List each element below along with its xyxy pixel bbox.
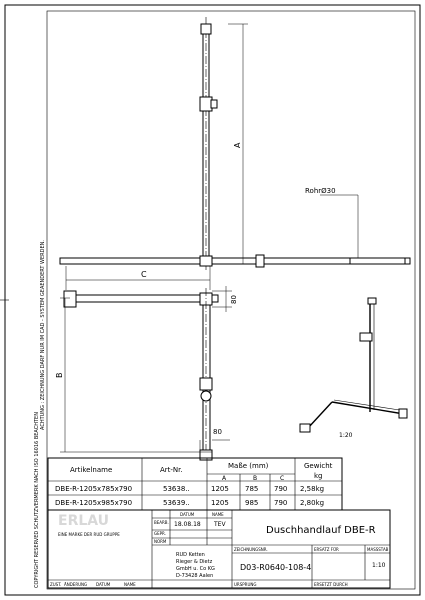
parts-sub-c: C	[280, 475, 285, 482]
dim-80-bottom-label: 80	[213, 428, 222, 436]
tb-label-datum: DATUM	[180, 512, 195, 517]
parts-header-article: Artikelname	[70, 466, 113, 474]
iso-holder	[360, 333, 372, 341]
iso-arm-left	[308, 402, 332, 428]
tube-diameter-label: RohrØ30	[305, 187, 336, 195]
parts-row-1-name: DBE-R-1205x785x790	[55, 485, 133, 493]
top-view	[55, 266, 238, 460]
front-tee-joint	[200, 256, 212, 266]
dim-c-label: C	[141, 270, 147, 279]
tb-footer-name: NAME	[124, 582, 136, 587]
brand-logo: ERLAU	[58, 513, 110, 529]
parts-row-2-c: 790	[274, 499, 288, 507]
tb-date-value: 18.08.18	[174, 521, 201, 528]
tb-footer-ersetzt: ERSETZT DURCH	[314, 582, 348, 587]
isometric-view	[300, 298, 407, 439]
parts-header-artnr: Art-Nr.	[160, 466, 183, 474]
tb-footer-datum: DATUM	[96, 582, 111, 587]
parts-row-1-c: 790	[274, 485, 288, 493]
drawing-title: Duschhandlauf DBE-R	[266, 525, 376, 536]
front-view	[60, 17, 410, 270]
parts-row-2-kg: 2,80kg	[300, 499, 325, 507]
iso-scale-label: 1:20	[339, 432, 353, 439]
side-note-bottom: COPYRIGHT RESERVED SCHUTZVERMERK NACH ISO 16016 BEACHTEN	[34, 412, 40, 588]
iso-end-left	[300, 424, 310, 432]
parts-row-2-b: 985	[245, 499, 259, 507]
top-horizontal-arm	[76, 295, 218, 302]
parts-row-1-a: 1205	[211, 485, 229, 493]
parts-header-weight: Gewicht	[304, 462, 333, 470]
top-holder-ring	[201, 391, 211, 401]
parts-row-2-name: DBE-R-1205x985x790	[55, 499, 133, 507]
parts-header-weight-unit: kg	[314, 472, 323, 480]
tb-footer-ursprung: URSPRUNG	[234, 582, 257, 587]
tb-label-scale: MASSSTAB	[367, 547, 389, 552]
title-block	[48, 510, 390, 588]
front-holder	[200, 97, 212, 111]
tb-label-norm: NORM	[154, 539, 167, 544]
front-wall-mount	[256, 255, 264, 267]
parts-row-2-a: 1205	[211, 499, 229, 507]
parts-row-1-b: 785	[245, 485, 259, 493]
front-holder-knob	[211, 100, 217, 108]
dim-b-label: B	[55, 372, 64, 378]
parts-row-1-artnr: 53638..	[163, 485, 190, 493]
top-wall-flange	[64, 291, 76, 307]
iso-top-cap	[368, 298, 376, 304]
parts-header-dims: Maße (mm)	[228, 462, 269, 470]
drawing-scale: 1:10	[372, 562, 386, 569]
company-line-2: Rieger & Dietz	[176, 559, 213, 565]
company-line-4: D-73428 Aalen	[176, 573, 214, 579]
top-holder	[200, 378, 212, 390]
iso-end-right	[399, 409, 407, 418]
front-rail-end	[350, 258, 405, 264]
brand-subtitle: EINE MARKE DER RUD GRUPPE	[58, 532, 120, 537]
parts-row-2-artnr: 53639..	[163, 499, 190, 507]
tb-name-value: TEV	[214, 521, 226, 528]
parts-row-1-kg: 2,58kg	[300, 485, 325, 493]
front-top-cap	[201, 24, 211, 34]
dim-a-label: A	[233, 142, 242, 148]
drawing-number: D03-R0640-108-4	[240, 563, 312, 572]
tb-footer-zust: ZUST.	[50, 582, 62, 587]
tb-label-gepr: GEPR.	[154, 531, 166, 536]
tb-label-name: NAME	[212, 512, 224, 517]
company-line-3: GmbH u. Co KG	[176, 566, 215, 572]
dim-80-side-label: 80	[230, 295, 238, 304]
company-line-1: RUD Ketten	[176, 552, 205, 558]
tb-label-bearb: BEARB.	[154, 520, 169, 525]
tb-footer-aenderung: ÄNDERUNG	[64, 582, 88, 587]
parts-sub-b: B	[253, 475, 258, 482]
tb-label-drawing-no: ZEICHNUNGSNR.	[234, 547, 268, 552]
parts-sub-a: A	[222, 475, 227, 482]
tb-label-replaces: ERSATZ FÜR	[314, 547, 339, 552]
side-note-top: ACHTUNG : ZEICHNUNG DARF NUR IM CAD - SYSTEM GEAENDERT WERDEN.	[40, 240, 46, 430]
parts-table	[48, 458, 342, 510]
iso-arm-right	[332, 402, 404, 414]
